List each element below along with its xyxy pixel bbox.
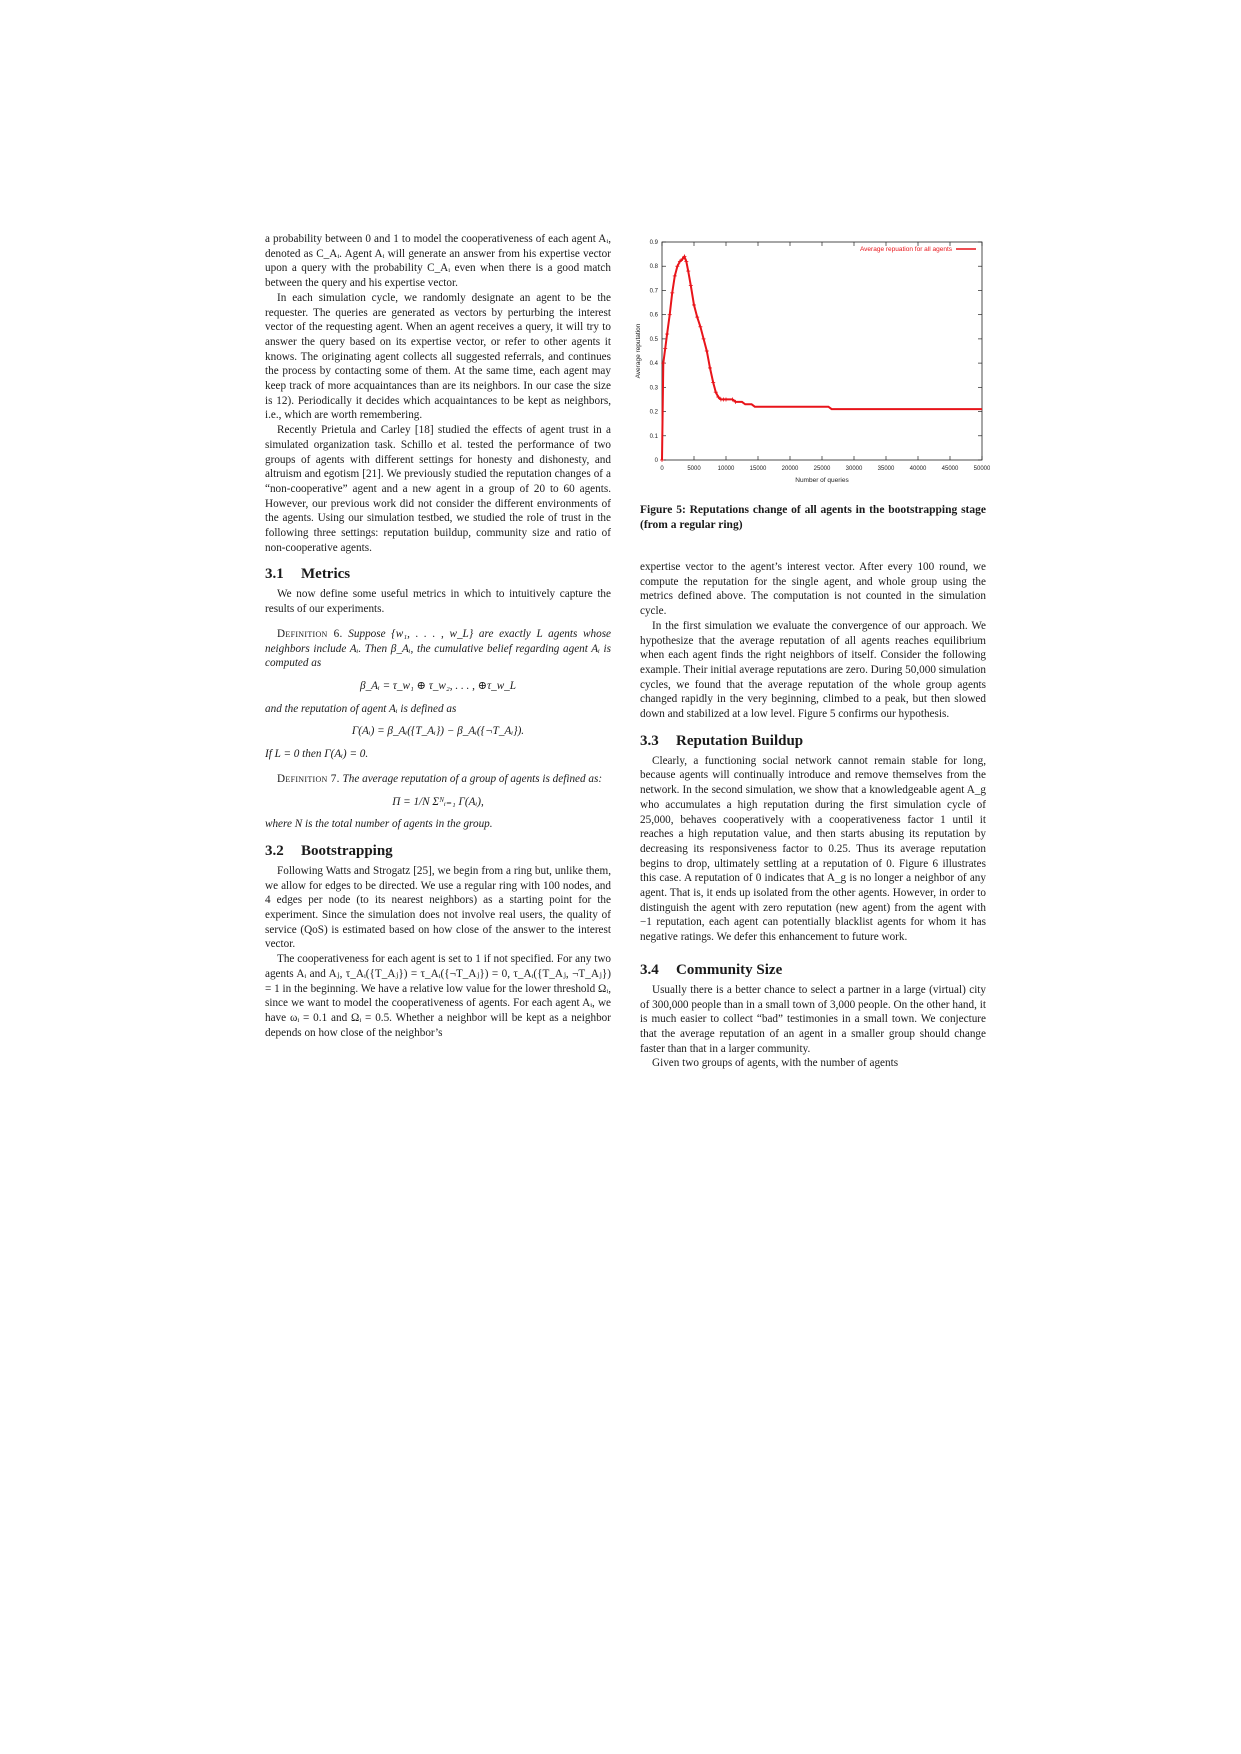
section-title: Reputation Buildup [676,732,804,749]
series-points [660,255,738,462]
y-tick-label: 0.1 [649,433,658,440]
x-tick-label: 10000 [717,466,735,472]
definition-text: If L = 0 then Γ(Aᵢ) = 0. [265,748,369,761]
definition-7 [265,772,611,787]
y-tick-label: 0.3 [649,385,658,392]
section-title: Community Size [676,961,783,978]
paragraph: We now define some useful metrics in which to intuitively capture the results of our experiments. [265,588,611,616]
definition-text: and the reputation of agent Aᵢ is defined as [265,702,457,715]
reputation-line-chart [630,236,990,486]
paragraph: expertise vector to the agent’s interest vector. After every 100 round, we compute the reputation for the single agent, and whole group using the metrics defined above. The computation is not counted in the simulation cycle. [640,561,986,618]
y-tick-label: 0.5 [649,336,658,343]
y-tick-label: 0 [654,458,658,464]
definition-head: Definition 7. [277,772,340,785]
y-tick-label: 0.7 [649,288,658,295]
definition-text: where N is the total number of agents in the group. [265,818,493,831]
section-heading-bootstrapping [265,842,611,860]
section-number: 3.4 [640,961,659,978]
y-tick-label: 0.6 [649,312,658,319]
y-tick-label: 0.2 [649,409,658,416]
section-number: 3.3 [640,732,659,749]
definition-6 [265,627,611,671]
paragraph: Given two groups of agents, with the number of agents [652,1057,899,1070]
equation: Γ(Aᵢ) = β_Aᵢ({T_Aᵢ}) − β_Aᵢ({¬T_Aᵢ}). [351,725,525,738]
x-tick-label: 45000 [941,466,959,472]
right-column [640,560,986,1071]
figure-5 [630,236,990,486]
x-axis-label: Number of queries [795,477,849,484]
y-tick-label: 0.4 [649,361,658,368]
section-heading-reputation-buildup [640,732,986,750]
series-line-average-reputation [662,257,982,461]
equation: Π = 1/N Σᴺᵢ₌₁ Γ(Aᵢ), [392,795,484,808]
x-axis [660,242,990,472]
paragraph: Following Watts and Strogatz [25], we begin from a ring but, unlike them, we allow for edges to be directed. We use a regular ring with 100 nodes, and 4 edges per node (to its nearest neighbors) as a starting point for the experiment. Since the simulation does not involve real users, the quality of service (QoS) is estimated based on how close of the answer to the interest vector. [265,864,611,951]
definition-head: Definition 6. [277,627,343,640]
x-tick-label: 40000 [909,466,927,472]
y-axis-label: Average reputation [635,323,642,379]
section-title: Metrics [301,566,351,583]
definition-text: Suppose {w₁, . . . , w_L} are exactly L agents whose neighbors include Aᵢ. Then β_Aᵢ, the cumulative belief regarding agent Aᵢ is computed as [265,627,612,670]
y-tick-label: 0.8 [649,264,658,271]
x-tick-label: 35000 [877,466,895,472]
legend [860,246,976,253]
paragraph: a probability between 0 and 1 to model the cooperativeness of each agent Aᵢ, denoted as C_Aᵢ. Agent Aᵢ will generate an answer from his expertise vector upon a query with the probability C_Aᵢ even when there is a good match between the query and his expertise vector. [265,233,611,290]
caption-text: Reputations change of all agents in the bootstrapping stage (from a regular ring) [640,504,986,531]
left-column [265,232,611,1040]
caption-label: Figure 5: [640,504,686,516]
figure-caption [640,503,986,533]
x-tick-label: 5000 [687,466,701,472]
section-title: Bootstrapping [301,842,393,859]
legend-label: Average repuation for all agents [859,246,952,253]
x-tick-label: 15000 [749,466,767,472]
x-tick-label: 50000 [973,466,990,472]
y-tick-label: 0.9 [649,240,658,246]
section-heading-community-size [640,961,986,979]
x-tick-label: 30000 [845,466,863,472]
section-number: 3.1 [265,566,284,583]
paragraph: Recently Prietula and Carley [18] studied the effects of agent trust in a simulated organization task. Schillo et al. tested the performance of two groups of agents with different settings for honesty and dishonesty, and altruism and egotism [21]. We previously studied the reputation changes of a “non-cooperative” agent and a new agent in a group of 20 to 60 agents. However, our previous work did not consider the different environments of the agents. Using our simulation testbed, we studied the role of trust in the following three settings: reputation buildup, community size and ratio of non-cooperative agents. [265,424,611,554]
paragraph: In the first simulation we evaluate the convergence of our approach. We hypothesize that the average reputation of all agents reaches equilibrium when each agent finds the right neighbors of itself. Consider the following example. Their initial average reputations are zero. During 50,000 simulation cycles, we found that the average reputation of the whole group agents changed rapidly in the very beginning, climbed to a peak, but then slowed down and stabilized at a low level. Figure 5 confirms our hypothesis. [640,619,986,721]
x-tick-label: 0 [660,466,664,472]
equation: β_Aᵢ = τ_w₁ ⊕ τ_w₂, . . . , ⊕τ_w_L [360,679,516,692]
paragraph: Clearly, a functioning social network cannot remain stable for long, because agents will continually introduce and remove themselves from the network. In the second simulation, we show that a knowledgeable agent A_g who accumulates a high reputation during the first simulation cycle of 25,000, behaves cooperatively with a cooperativeness factor 1 until it reaches a high reputation value, and then starts abusing its reputation by decreasing its responsiveness factor to 0.25. Thus its average reputation begins to drop, ultimately settling at a reputation of 0. Figure 6 illustrates this case. A reputation of 0 indicates that A_g is no longer a neighbor of any agent. That is, it ends up isolated from the other agents. However, in order to distinguish the agent with zero reputation (new agent) from the agent with −1 reputation, each agent can potentially blacklist agents for whom it has negative ratings. We defer this enhancement to future work. [640,754,986,944]
y-axis [650,240,982,464]
paragraph: In each simulation cycle, we randomly designate an agent to be the requester. The queries are generated as vectors by perturbing the interest vector of the requesting agent. When an agent receives a query, it will try to answer the query based on its expertise vector, or refer to other agents it knows. The originating agent collects all suggested referrals, and continues the process by contacting some of them. At the same time, each agent may keep track of more acquaintances than are its neighbors. In our case the size is 12). Periodically it decides which acquaintances to be kept as neighbors, i.e., which are worth remembering. [265,291,611,422]
x-tick-label: 25000 [813,466,831,472]
x-tick-label: 20000 [781,466,799,472]
plot-frame [662,242,982,460]
paragraph: The cooperativeness for each agent is set to 1 if not specified. For any two agents Aᵢ and Aⱼ, τ_Aᵢ({T_Aⱼ}) = τ_Aᵢ({¬T_Aⱼ}) = 0, τ_Aᵢ({T_Aⱼ, ¬T_Aⱼ}) = 1 in the beginning. We have a relative low value for the lower threshold Ωᵢ, since we want to model the cooperativeness of agents. For each agent Aᵢ, we have ωᵢ = 0.1 and Ωᵢ = 0.5. Whether a neighbor will be kept as a neighbor depends on how close of the neighbor’s [265,953,611,1039]
section-number: 3.2 [265,842,284,859]
section-heading-metrics [265,565,611,583]
paragraph: Usually there is a better chance to select a partner in a large (virtual) city of 300,000 people than in a small town of 3,000 people. On the other hand, it is much easier to collect “bad” testimonies in a small town. We conjecture that the average reputation of an agent in a smaller group should change faster than that in a larger community. [640,983,986,1055]
definition-text: The average reputation of a group of agents is defined as: [342,772,603,785]
